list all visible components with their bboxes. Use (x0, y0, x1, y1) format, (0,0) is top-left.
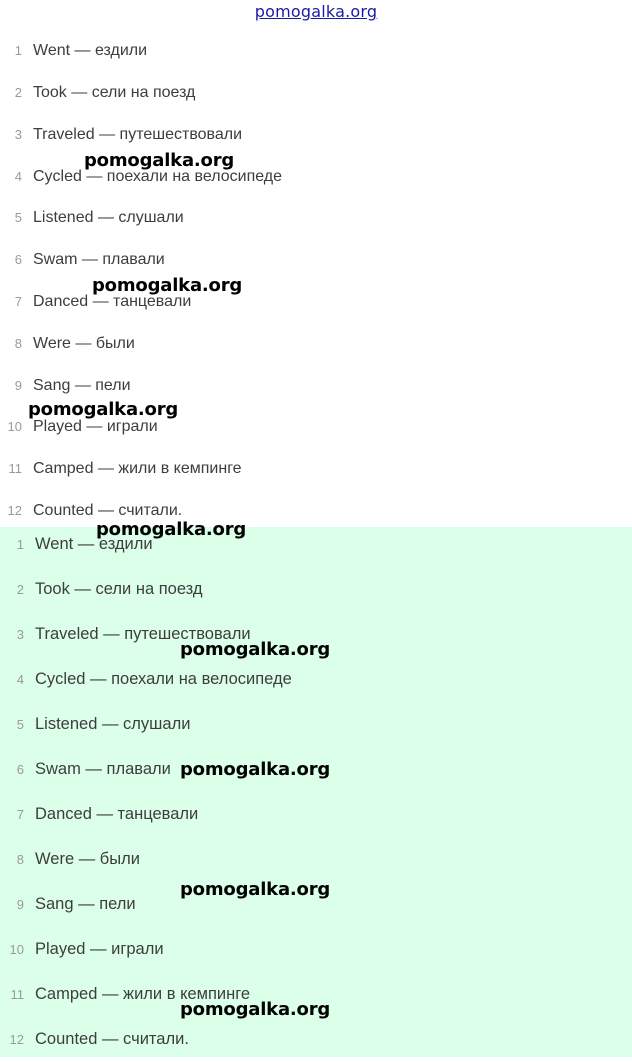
item-text: Played — играли (33, 417, 158, 435)
item-number: 9 (16, 897, 24, 912)
item-number: 4 (14, 169, 22, 185)
watermark: pomogalka.org (92, 275, 243, 296)
item-number: 4 (16, 672, 24, 687)
item-number: 6 (16, 762, 24, 777)
watermark: pomogalka.org (84, 150, 235, 171)
item-number: 5 (14, 210, 22, 226)
item-number: 11 (10, 987, 24, 1002)
item-text: Camped — жили в кемпинге (35, 985, 251, 1003)
list-item (0, 1017, 632, 1062)
item-text: Listened — слушали (35, 715, 191, 733)
item-text: Swam — плавали (33, 250, 165, 268)
watermark: pomogalka.org (180, 639, 331, 660)
item-number: 11 (8, 461, 22, 477)
item-text: Swam — плавали (35, 760, 171, 778)
item-number: 2 (14, 85, 22, 101)
item-number: 2 (16, 582, 24, 597)
list-item (0, 323, 632, 365)
item-number: 5 (16, 717, 24, 732)
item-text: Took — сели на поезд (33, 83, 196, 101)
watermark: pomogalka.org (28, 399, 179, 420)
list-item (0, 72, 632, 114)
item-number: 9 (14, 378, 22, 394)
item-number: 3 (14, 127, 22, 143)
item-number: 7 (14, 294, 22, 310)
list-item (0, 657, 632, 702)
item-text: Camped — жили в кемпинге (33, 459, 242, 477)
watermark: pomogalka.org (96, 519, 247, 540)
item-number: 8 (14, 336, 22, 352)
item-text: Traveled — путешествовали (35, 625, 251, 643)
item-text: Cycled — поехали на велосипеде (35, 670, 292, 688)
item-number: 3 (16, 627, 24, 642)
item-number: 10 (7, 419, 22, 435)
list-item (0, 927, 632, 972)
item-number: 12 (9, 1032, 24, 1047)
item-number: 10 (9, 942, 24, 957)
item-text: Played — играли (35, 940, 164, 958)
item-text: Took — сели на поезд (35, 580, 203, 598)
list-item (0, 448, 632, 490)
watermark: pomogalka.org (180, 879, 331, 900)
list-item (0, 792, 632, 837)
item-text: Danced — танцевали (35, 805, 199, 823)
list-item (0, 522, 632, 567)
item-text: Listened — слушали (33, 208, 184, 226)
item-text: Were — были (33, 334, 135, 352)
item-text: Cycled — поехали на велосипеде (33, 167, 283, 185)
list-item (0, 567, 632, 612)
site-link[interactable]: pomogalka.org (254, 2, 378, 21)
item-number: 7 (16, 807, 24, 822)
watermark: pomogalka.org (180, 999, 331, 1020)
watermark: pomogalka.org (180, 759, 331, 780)
item-text: Counted — считали. (35, 1030, 189, 1048)
item-number: 8 (16, 852, 24, 867)
item-text: Counted — считали. (33, 501, 183, 519)
item-text: Went — ездили (35, 535, 153, 553)
item-text: Were — были (35, 850, 140, 868)
item-text: Sang — пели (33, 376, 131, 394)
item-text: Sang — пели (35, 895, 136, 913)
item-number: 1 (14, 43, 22, 59)
list-item (0, 30, 632, 72)
item-text: Went — ездили (33, 41, 148, 59)
list-item (0, 197, 632, 239)
item-number: 12 (7, 503, 22, 519)
list-item (0, 837, 632, 882)
item-text: Traveled — путешествовали (33, 125, 243, 143)
item-number: 1 (16, 537, 24, 552)
list-item (0, 702, 632, 747)
word-list-2 (0, 527, 632, 1057)
item-text: Danced — танцевали (33, 292, 192, 310)
item-number: 6 (14, 252, 22, 268)
